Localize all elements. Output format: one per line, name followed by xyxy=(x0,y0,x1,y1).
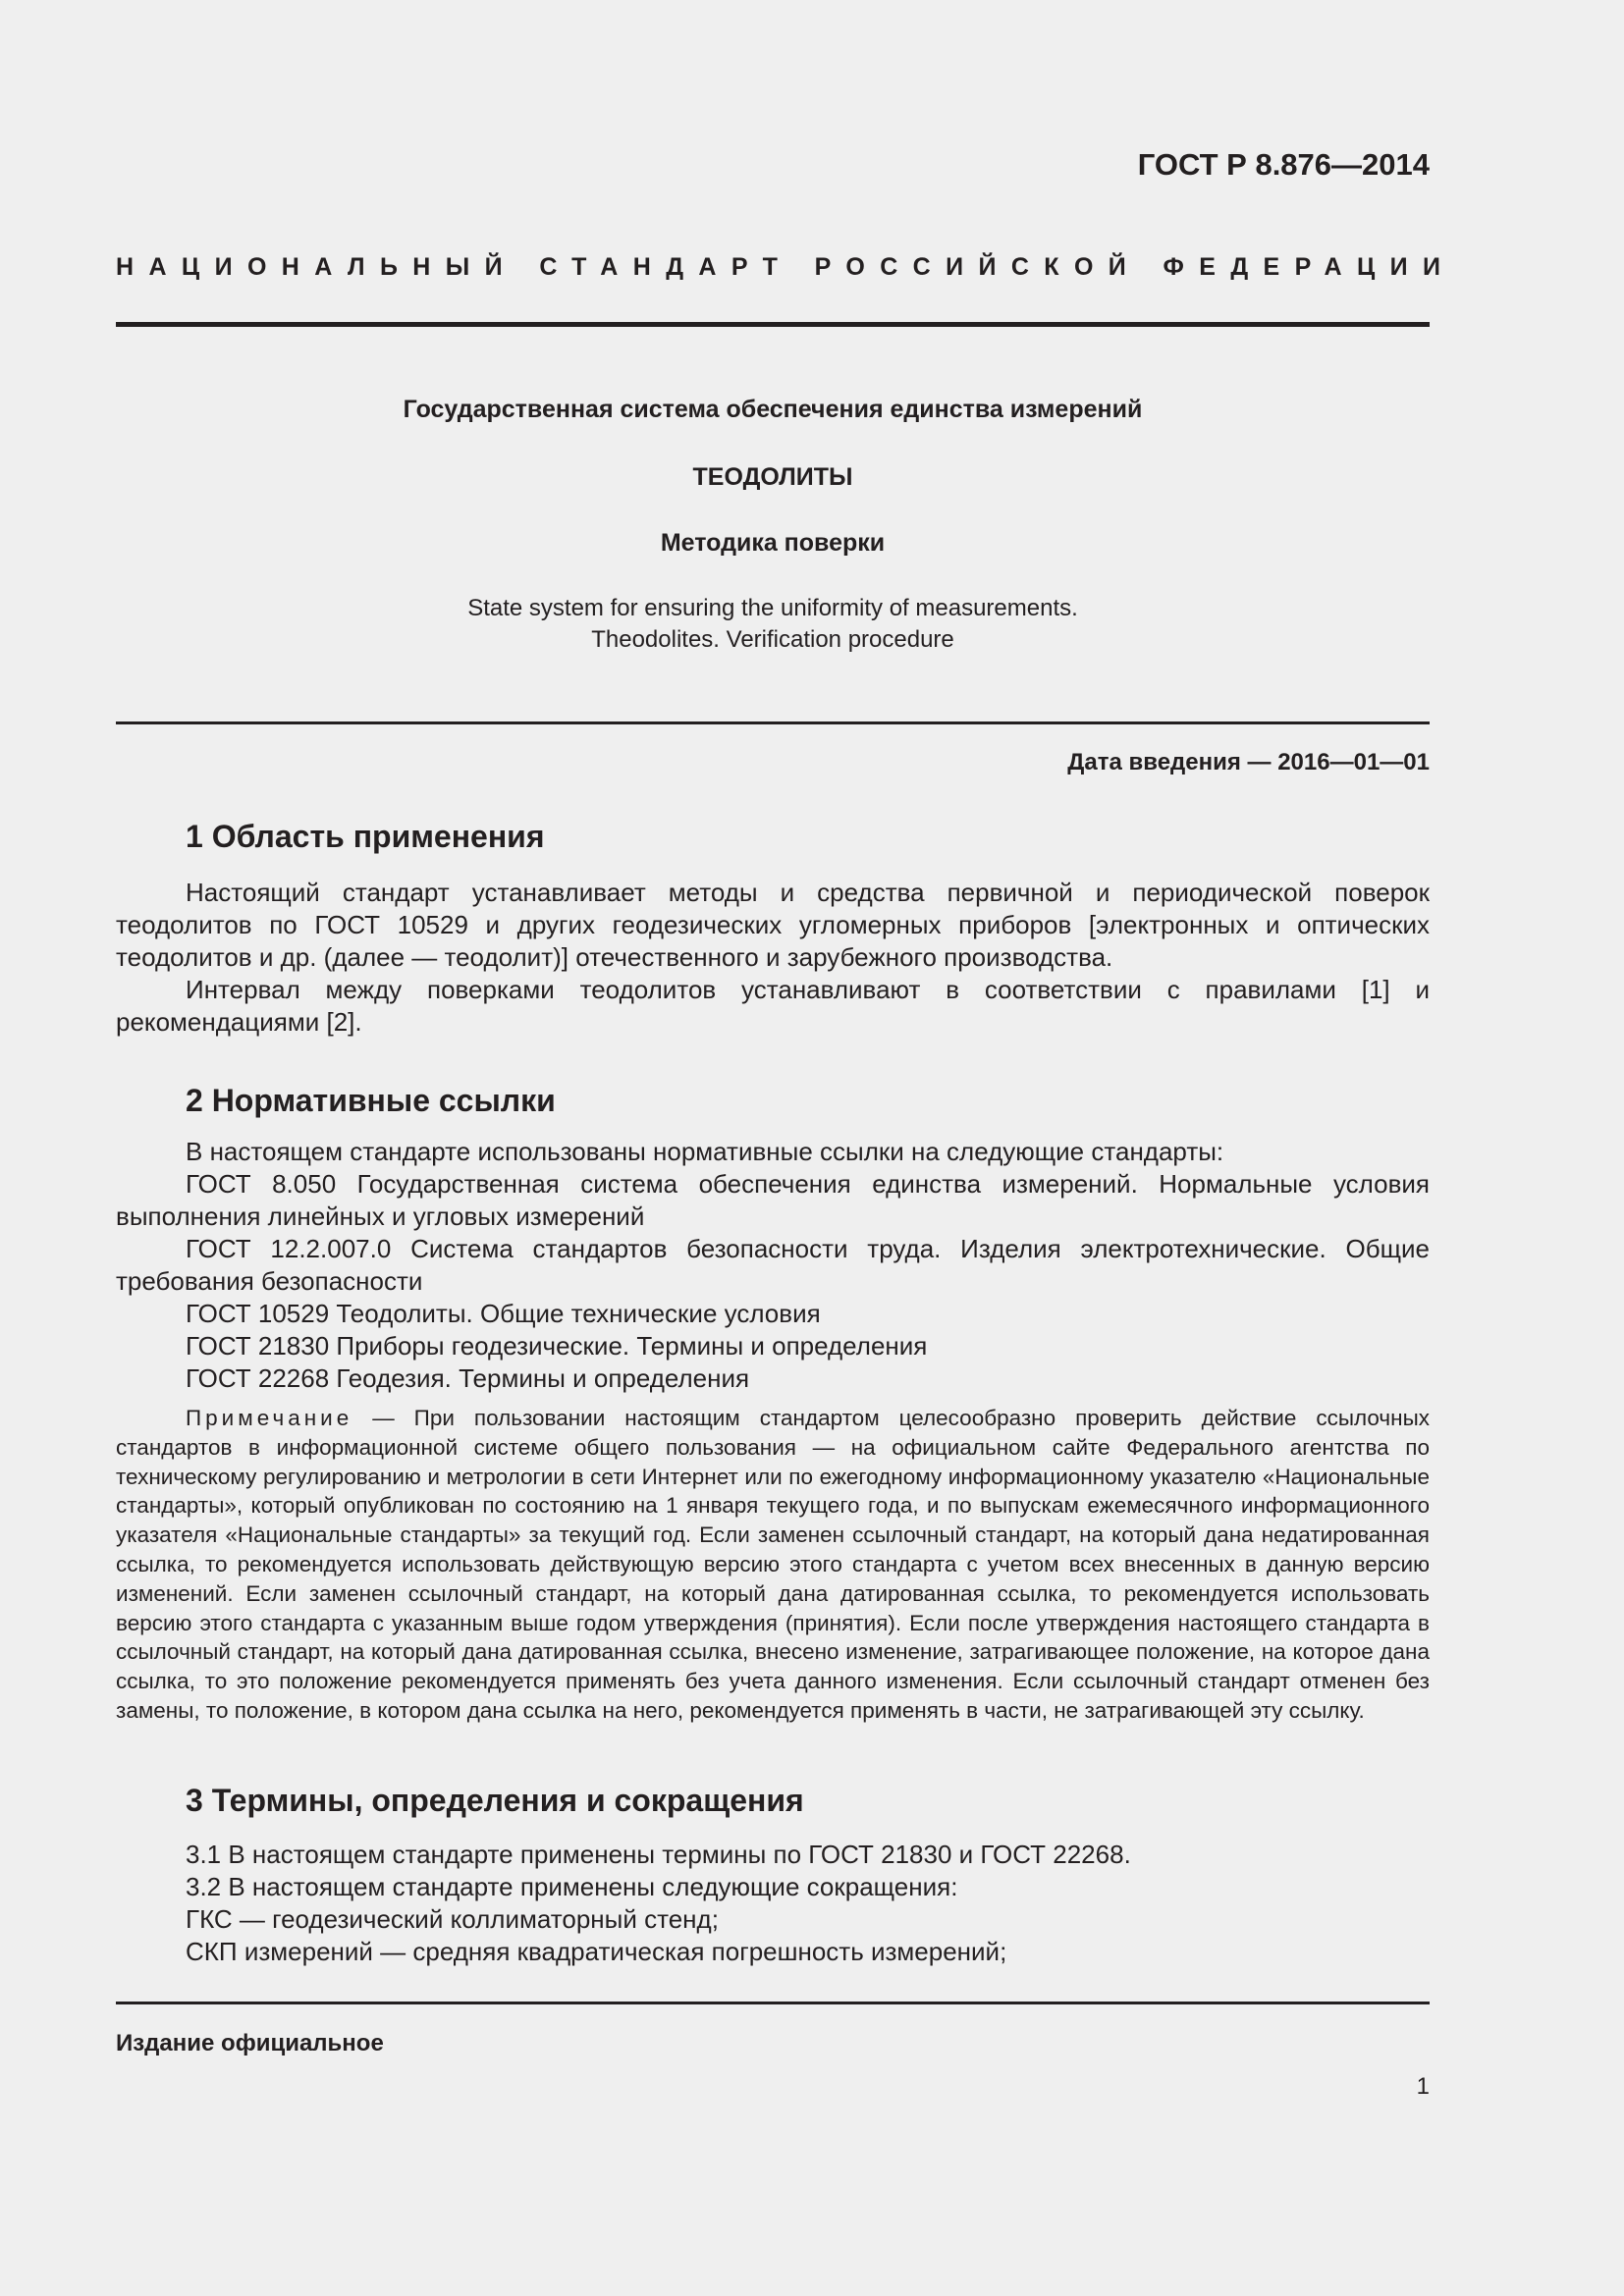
reference-item: ГОСТ 12.2.007.0 Система стандартов безопасности труда. Изделия электротехнические. Общие требования безопасности xyxy=(116,1234,1430,1296)
official-edition-label: Издание официальное xyxy=(116,2030,384,2056)
section-1-heading: 1 Область применения xyxy=(186,819,545,854)
section-3-heading: 3 Термины, определения и сокращения xyxy=(186,1783,804,1818)
reference-item: ГОСТ 8.050 Государственная система обеспечения единства измерений. Нормальные условия выполнения линейных и угловых измерений xyxy=(116,1169,1430,1231)
document-subtitle: Методика поверки xyxy=(660,529,886,557)
section-3-paragraph-2: 3.2 В настоящем стандарте применены следующие сокращения: xyxy=(186,1872,958,1901)
abbreviation-skp: СКП измерений — средняя квадратическая погрешность измерений; xyxy=(186,1937,1007,1966)
reference-note xyxy=(116,1404,1430,1726)
introduction-date: Дата введения — 2016—01—01 xyxy=(1067,749,1430,775)
header-divider xyxy=(116,322,1430,327)
section-2-intro: В настоящем стандарте использованы нормативные ссылки на следующие стандарты: xyxy=(186,1137,1224,1166)
english-title-line1: State system for ensuring the uniformity of measurements. xyxy=(467,595,1078,621)
section-1-paragraph-1: Настоящий стандарт устанавливает методы и средства первичной и периодической поверок теодолитов по ГОСТ 10529 и других геодезических угломерных приборов [электронных и оптических теодолитов и др. (далее — теодолит)] отечественного и зарубежного производства. xyxy=(116,878,1430,972)
system-title: Государственная система обеспечения единства измерений xyxy=(403,396,1143,423)
english-title xyxy=(116,593,1430,656)
section-1-paragraph-2: Интервал между поверками теодолитов устанавливают в соответствии с правилами [1] и рекомендациями [2]. xyxy=(116,975,1430,1037)
note-text: — При пользовании настоящим стандартом целесообразно проверить действие ссылочных стандартов в информационной системе общего пользования — на официальном сайте Федерального агентства по техническому регулированию и метрологии в сети Интернет или по ежегодному информационному указателю «Национальные стандарты», который опубликован по состоянию на 1 января текущего года, и по выпускам ежемесячного информационного указателя «Национальные стандарты» за текущий год. Если заменен ссылочный стандарт, на который дана недатированная ссылка, то рекомендуется использовать действующую версию этого стандарта с учетом всех внесенных в данную версию изменений. Если заменен ссылочный стандарт, на который дана датированная ссылка, то рекомендуется использовать версию этого стандарта с указанным выше годом утверждения (принятия). Если после утверждения настоящего стандарта в ссылочный стандарт, на который дана датированная ссылка, внесено изменение, затрагивающее положение, на которое дана ссылка, то это положение рекомендуется применять без учета данного изменения. Если ссылочный стандарт отменен без замены, то положение, в котором дана ссылка на него, рекомендуется применять в части, не затрагивающей эту ссылку. xyxy=(116,1406,1430,1723)
title-divider xyxy=(116,721,1430,724)
english-title-line2: Theodolites. Verification procedure xyxy=(591,626,954,653)
page-number: 1 xyxy=(1416,2073,1430,2100)
abbreviation-gks: ГКС — геодезический коллиматорный стенд; xyxy=(186,1904,719,1934)
gost-number: ГОСТ Р 8.876—2014 xyxy=(1137,147,1430,182)
reference-item: ГОСТ 10529 Теодолиты. Общие технические условия xyxy=(186,1299,821,1328)
section-2-heading: 2 Нормативные ссылки xyxy=(186,1083,556,1118)
note-label: Примечание xyxy=(186,1406,353,1430)
section-3 xyxy=(116,1783,1430,1968)
national-standard-banner: НАЦИОНАЛЬНЫЙ СТАНДАРТ РОССИЙСКОЙ ФЕДЕРАЦИИ xyxy=(116,253,1456,281)
section-1 xyxy=(116,819,1430,1039)
footer-divider xyxy=(116,2002,1430,2004)
section-2 xyxy=(116,1083,1430,1726)
reference-item: ГОСТ 21830 Приборы геодезические. Термины и определения xyxy=(186,1331,928,1361)
document-title: ТЕОДОЛИТЫ xyxy=(692,463,853,491)
section-3-paragraph-1: 3.1 В настоящем стандарте применены термины по ГОСТ 21830 и ГОСТ 22268. xyxy=(186,1840,1131,1869)
reference-item: ГОСТ 22268 Геодезия. Термины и определения xyxy=(186,1363,750,1393)
